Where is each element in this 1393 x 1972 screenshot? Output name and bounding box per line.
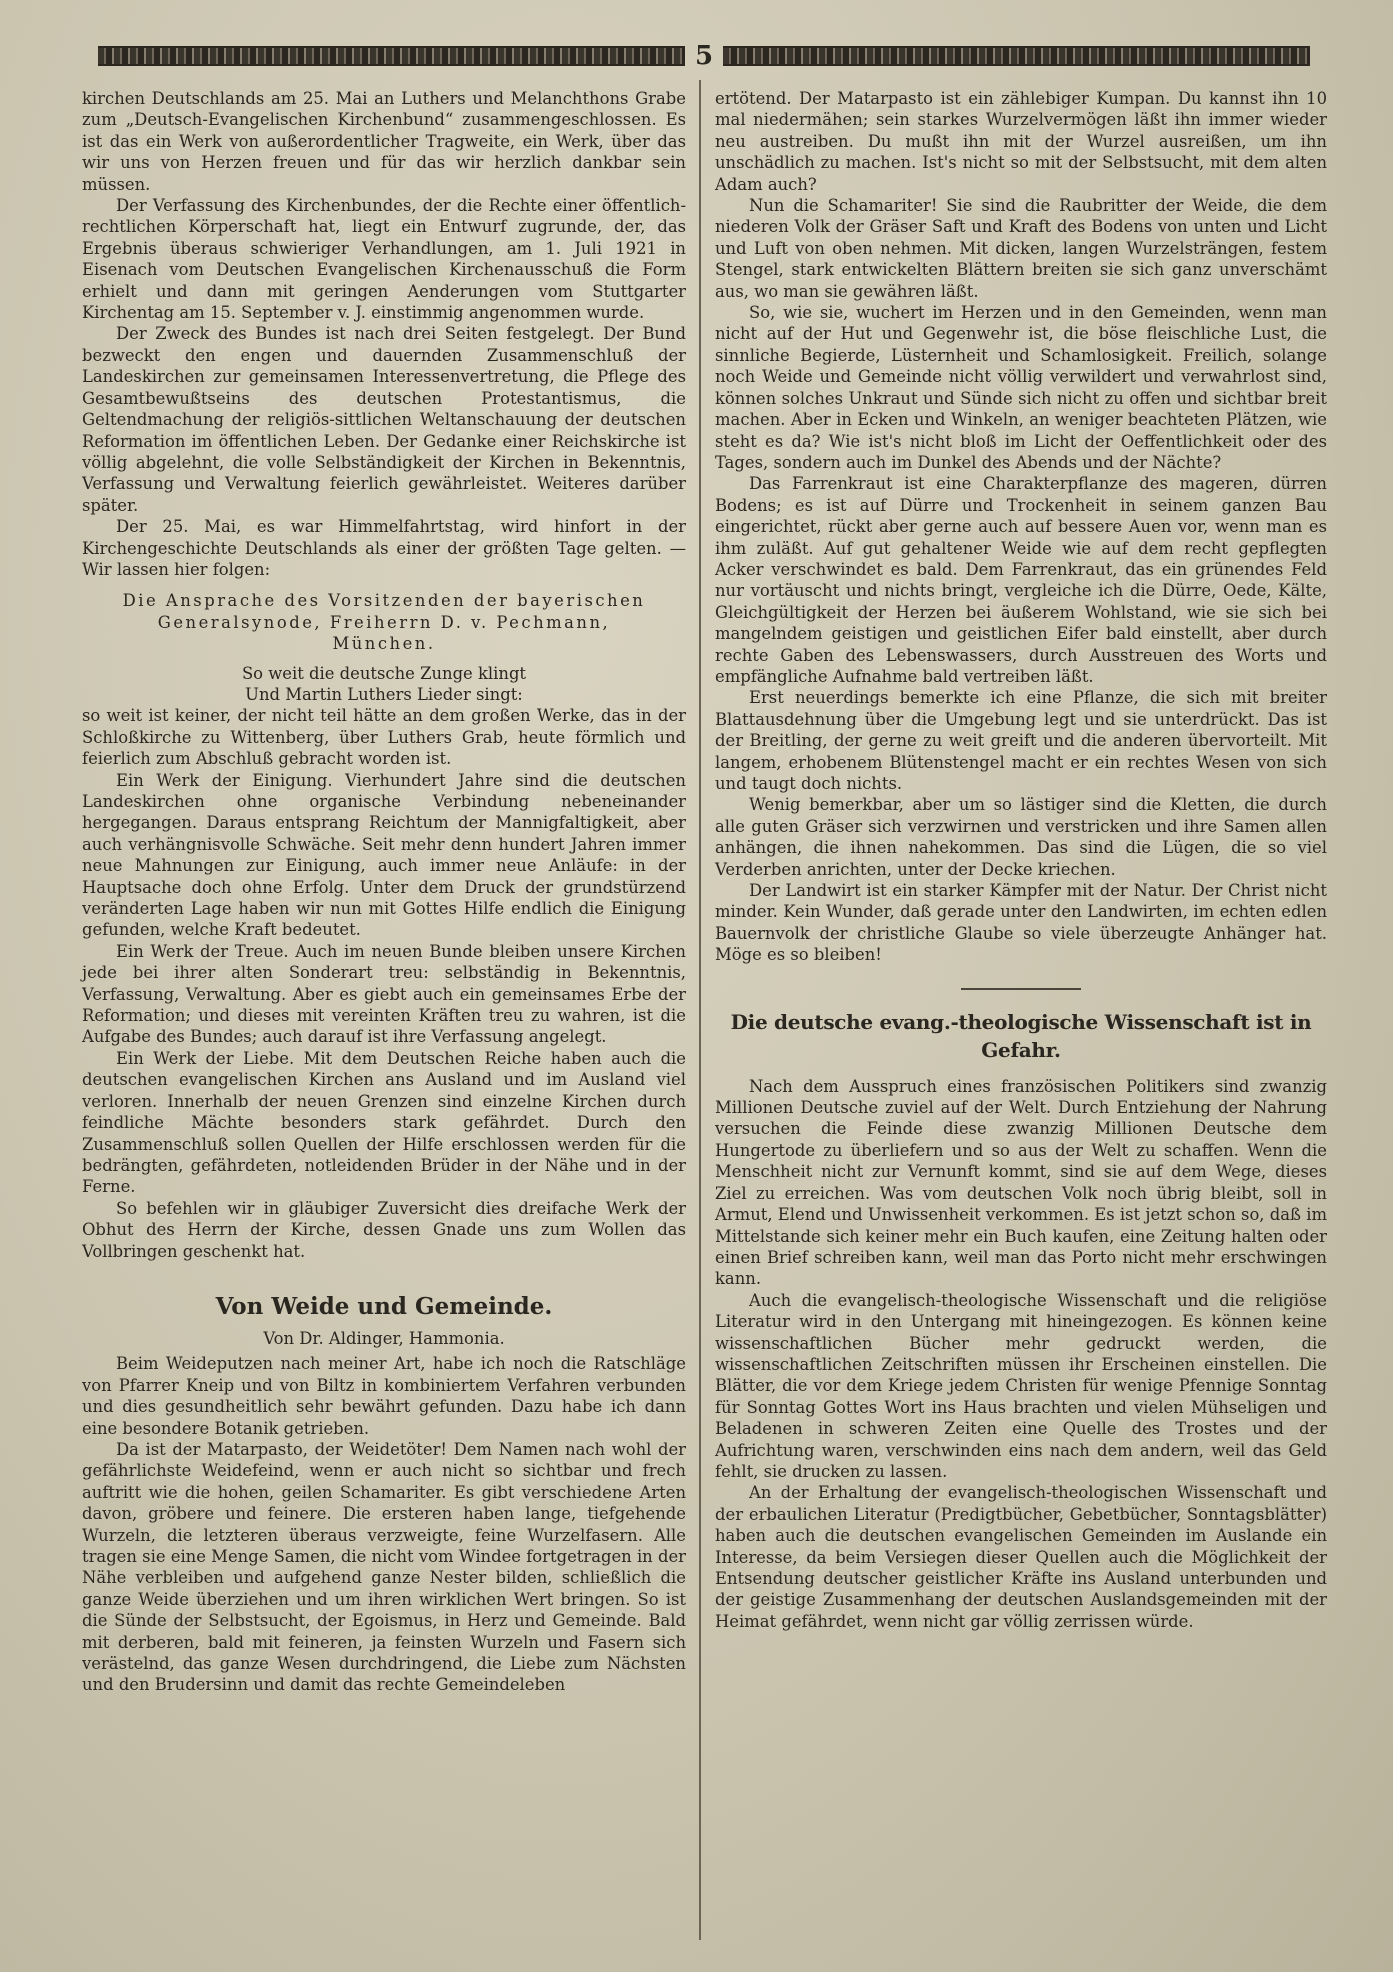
column-divider: [699, 80, 701, 1940]
article-title: Die deutsche evang.-theologische Wissenschaft ist in Gefahr.: [730, 1009, 1312, 1062]
header-rule-left: [98, 46, 685, 66]
article-title: Von Weide und Gemeinde.: [215, 1292, 553, 1320]
paragraph: Das Farrenkraut ist eine Charakterpflanze des mageren, dürren Bodens; es ist auf Dürre und Trockenheit in seinem ganzen Bau eingerichtet, rückt aber gerne auch auf bessere Auen vor, wenn man es ihm zuläßt. Auf gut gehaltener Weide wie auf dem recht gepflegten Acker verschwindet es bald. Dem Farrenkraut, das ein grünendes Feld nur vortäuscht und nichts bringt, vergleiche ich die Dürre, Oede, Kälte, Gleichgültigkeit der Herzen bei äußerem Wohlstand, wie sie sich bei mangelndem geistigen und geistlichen Eifer bald einstellt, aber durch rechte Gaben des Lebenswassers, durch Ausstreuen des Worts und empfängliche Aufnahme bald vertreiben läßt.: [715, 474, 1327, 686]
paragraph: Nach dem Ausspruch eines französischen Politikers sind zwanzig Millionen Deutsche zuviel auf der Welt. Durch Entziehung der Nahrung versuchen die Feinde diese zwanzig Millionen Deutsche dem Hungertode zu überliefern und so aus der Welt zu schaffen. Wenn die Menschheit nicht zur Vernunft kommt, sind sie auf dem Wege, dieses Ziel zu erreichen. Was vom deutschen Volk noch übrig bleibt, soll in Armut, Elend und Unwissenheit verkommen. Es ist jetzt schon so, daß im Mittelstande sich keiner mehr ein Buch kaufen, eine Zeitung halten oder einen Brief schreiben kann, weil man das Porto nicht mehr erschwingen kann.: [715, 1076, 1327, 1289]
paragraph: Der 25. Mai, es war Himmelfahrtstag, wird hinfort in der Kirchengeschichte Deutschlands als einer der größten Tage gelten. — Wir lassen hier folgen:: [82, 517, 686, 579]
paragraph: Da ist der Matarpasto, der Weidetöter! Dem Namen nach wohl der gefährlichste Weidefeind, wenn er auch nicht so sichtbar und frech auftritt wie die hohen, geilen Schamariter. Es gibt verschiedene Arten davon, gröbere und feinere. Die ersteren haben lange, tiefgehende Wurzeln, die letzteren überaus verzweigte, feine Wurzelfasern. Alle tragen sie eine Menge Samen, die nicht vom Windee fortgetragen in der Nähe verbleiben und aufgehend ganze Nester bilden, schließlich die ganze Weide überziehen und um ihren wirklichen Wert bringen. So ist die Sünde der Selbstsucht, der Egoismus, in Herz und Gemeinde. Bald mit derberen, bald mit feineren, ja feinsten Wurzeln und Fasern sich verästelnd, das ganze Wesen durchdringend, die Liebe zum Nächsten und den Brudersinn und damit das rechte Gemeindeleben: [82, 1439, 686, 1695]
right-column: [715, 88, 1327, 1632]
verse-line: Und Martin Luthers Lieder singt:: [245, 684, 523, 704]
paragraph: Der Landwirt ist ein starker Kämpfer mit der Natur. Der Christ nicht minder. Kein Wunder, daß gerade unter den Landwirten, im echten edlen Bauernvolk der christliche Glaube so viele überzeugte Anhänger hat. Möge es so bleiben!: [715, 881, 1327, 965]
paragraph: Erst neuerdings bemerkte ich eine Pflanze, die sich mit breiter Blattausdehnung über die Umgebung legt und sie unterdrückt. Das ist der Breitling, der gerne zu weit greift und die anderen übervorteilt. Mit langem, erhobenem Blütenstengel macht er ein rechtes Wesen von sich und taugt doch nichts.: [715, 688, 1327, 793]
paragraph: Auch die evangelisch-theologische Wissenschaft und die religiöse Literatur wird in den Untergang mit hineingezogen. Es können keine wissenschaftlichen Bücher mehr gedruckt werden, die wissenschaftlichen Zeitschriften müssen ihr Erscheinen einstellen. Die Blätter, die vor dem Kriege jedem Christen für wenige Pfennige Sonntag für Sonntag Gottes Wort ins Haus brachten und vielen Mühseligen und Beladenen in schweren Zeiten eine Quelle des Trostes und der Aufrichtung waren, verschwinden eins nach dem andern, weil das Geld fehlt, sie drucken zu lassen.: [715, 1290, 1327, 1481]
paragraph: Beim Weideputzen nach meiner Art, habe ich noch die Ratschläge von Pfarrer Kneip und von Biltz in kombiniertem Verfahren verbunden und dies gesundheitlich sehr bewährt gefunden. Dazu habe ich dann eine besondere Botanik getrieben.: [82, 1354, 686, 1438]
paragraph: So, wie sie, wuchert im Herzen und in den Gemeinden, wenn man nicht auf der Hut und Gegenwehr ist, die böse fleischliche Lust, die sinnliche Begierde, Lüsternheit und Schamlosigkeit. Freilich, solange noch Weide und Gemeinde nicht völlig verwildert und verwahrlost sind, können solches Unkraut und Sünde sich nicht zu offen und sichtbar breit machen. Aber in Ecken und Winkeln, an weniger beachteten Plätzen, wie steht es da? Wie ist's nicht bloß im Licht der Oeffentlichkeit oder des Tages, sondern auch im Dunkel des Abends und der Nächte?: [715, 303, 1327, 472]
paragraph: Der Verfassung des Kirchenbundes, der die Rechte einer öffentlich-rechtlichen Körperschaft hat, liegt ein Entwurf zugrunde, der, das Ergebnis überaus schwieriger Verhandlungen, am 1. Juli 1921 in Eisenach vom Deutschen Evangelischen Kirchenausschuß die Form erhielt und dann mit geringen Aenderungen vom Stuttgarter Kirchentag am 15. September v. J. einstimmig angenommen wurde.: [82, 196, 686, 323]
paragraph: An der Erhaltung der evangelisch-theologischen Wissenschaft und der erbaulichen Literatur (Predigtbücher, Gebetbücher, Sonntagsblätter) haben auch die deutschen evangelischen Gemeinden im Auslande ein Interesse, da beim Versiegen dieser Quellen auch die Möglichkeit der Entsendung deutscher geistlicher Kräfte ins Ausland unterbunden und der geistige Zusammenhang der deutschen Auslandsgemeinden mit der Heimat gefährdet, wenn nicht gar völlig zerrissen würde.: [715, 1483, 1327, 1631]
paragraph: Der Zweck des Bundes ist nach drei Seiten festgelegt. Der Bund bezweckt den engen und dauernden Zusammenschluß der Landeskirchen zur gemeinsamen Interessenvertretung, die Pflege des Gesamtbewußtseins des deutschen Protestantismus, die Geltendmachung der religiös-sittlichen Weltanschauung der deutschen Reformation im öffentlichen Leben. Der Gedanke einer Reichskirche ist völlig abgelehnt, die volle Selbständigkeit der Kirchen in Bekenntnis, Verfassung und Verwaltung feierlich gewährleistet. Weiteres darüber später.: [82, 324, 686, 515]
article-author: Von Dr. Aldinger, Hammonia.: [263, 1328, 505, 1348]
left-column: [82, 88, 686, 1696]
paragraph: Ein Werk der Treue. Auch im neuen Bunde bleiben unsere Kirchen jede bei ihrer alten Sonderart treu: selbständig in Bekenntnis, Verfassung, Verwaltung. Aber es giebt auch ein gemeinsames Erbe der Reformation; und dieses mit vereinten Kräften treu zu wahren, ist die Aufgabe des Bundes; auch darauf ist ihre Verfassung angelegt.: [82, 941, 686, 1047]
paragraph: Ein Werk der Liebe. Mit dem Deutschen Reiche haben auch die deutschen evangelischen Kirchen ans Ausland und im Ausland viel verloren. Innerhalb der neuen Grenzen sind einzelne Kirchen durch feindliche Mächte besonders stark gefährdet. Durch den Zusammenschluß sollen Quellen der Hilfe erschlossen werden für die bedrängten, gefährdeten, notleidenden Brüder in der Nähe und in der Ferne.: [82, 1048, 686, 1197]
paragraph: Ein Werk der Einigung. Vierhundert Jahre sind die deutschen Landeskirchen ohne organische Verbindung nebeneinander hergegangen. Daraus entsprang Reichtum der Mannigfaltigkeit, aber auch verhängnisvolle Schwäche. Seit mehr denn hundert Jahren immer neue Mahnungen zur Einigung, auch immer neue Anläufe: in der Hauptsache doch ohne Erfolg. Unter dem Druck der grundstürzend veränderten Lage haben wir nun mit Gottes Hilfe endlich die Einigung gefunden, welche Kraft bedeutet.: [82, 770, 686, 940]
paragraph: ertötend. Der Matarpasto ist ein zählebiger Kumpan. Du kannst ihn 10 mal niedermähen; sein starkes Wurzelvermögen läßt ihn immer wieder neu austreiben. Du mußt ihn mit der Wurzel ausreißen, um ihn unschädlich zu machen. Ist's nicht so mit der Selbstsucht, mit dem alten Adam auch?: [715, 89, 1327, 194]
paragraph: so weit ist keiner, der nicht teil hätte an dem großen Werke, das in der Schloßkirche zu Wittenberg, über Luthers Grab, heute förmlich und feierlich zum Abschluß gebracht worden ist.: [82, 706, 686, 769]
header-rule-right: [723, 46, 1310, 66]
speech-title-line: München.: [332, 634, 436, 654]
verse-line: So weit die deutsche Zunge klingt: [241, 663, 527, 683]
paragraph: Wenig bemerkbar, aber um so lästiger sind die Kletten, die durch alle guten Gräser sich verzwirnen und verstricken und ihre Samen allen anhängen, die ihnen nahekommen. Das sind die Lügen, die so viel Verderben anrichten, unter der Decke kriechen.: [715, 795, 1327, 879]
speech-title: [82, 590, 686, 654]
paragraph: kirchen Deutschlands am 25. Mai an Luthers und Melanchthons Grabe zum „Deutsch-Evangelischen Kirchenbund“ zusammengeschlossen. Es ist das ein Werk von außerordentlicher Tragweite, ein Werk, über das wir uns von Herzen freuen und für das wir herzlich dankbar sein müssen.: [82, 89, 686, 194]
verse-quote: [82, 663, 686, 706]
speech-title-line: Die Ansprache des Vorsitzenden der bayerischen: [122, 591, 646, 611]
section-rule: [961, 988, 1081, 990]
speech-title-line: Generalsynode, Freiherrn D. v. Pechmann,: [157, 612, 611, 632]
paragraph: Nun die Schamariter! Sie sind die Raubritter der Weide, die dem niederen Volk der Gräser Saft und Kraft des Bodens von unten und Licht und Luft von oben nehmen. Mit dicken, langen Wurzelsträngen, festem Stengel, stark entwickelten Blättern breiten sie sich ganz unverschämt aus, wo man sie gewähren läßt.: [715, 196, 1327, 301]
paragraph: So befehlen wir in gläubiger Zuversicht dies dreifache Werk der Obhut des Herrn der Kirche, dessen Gnade uns zum Wollen das Vollbringen geschenkt hat.: [82, 1198, 686, 1261]
page-number: 5: [694, 41, 714, 71]
page-header: [98, 38, 1310, 74]
